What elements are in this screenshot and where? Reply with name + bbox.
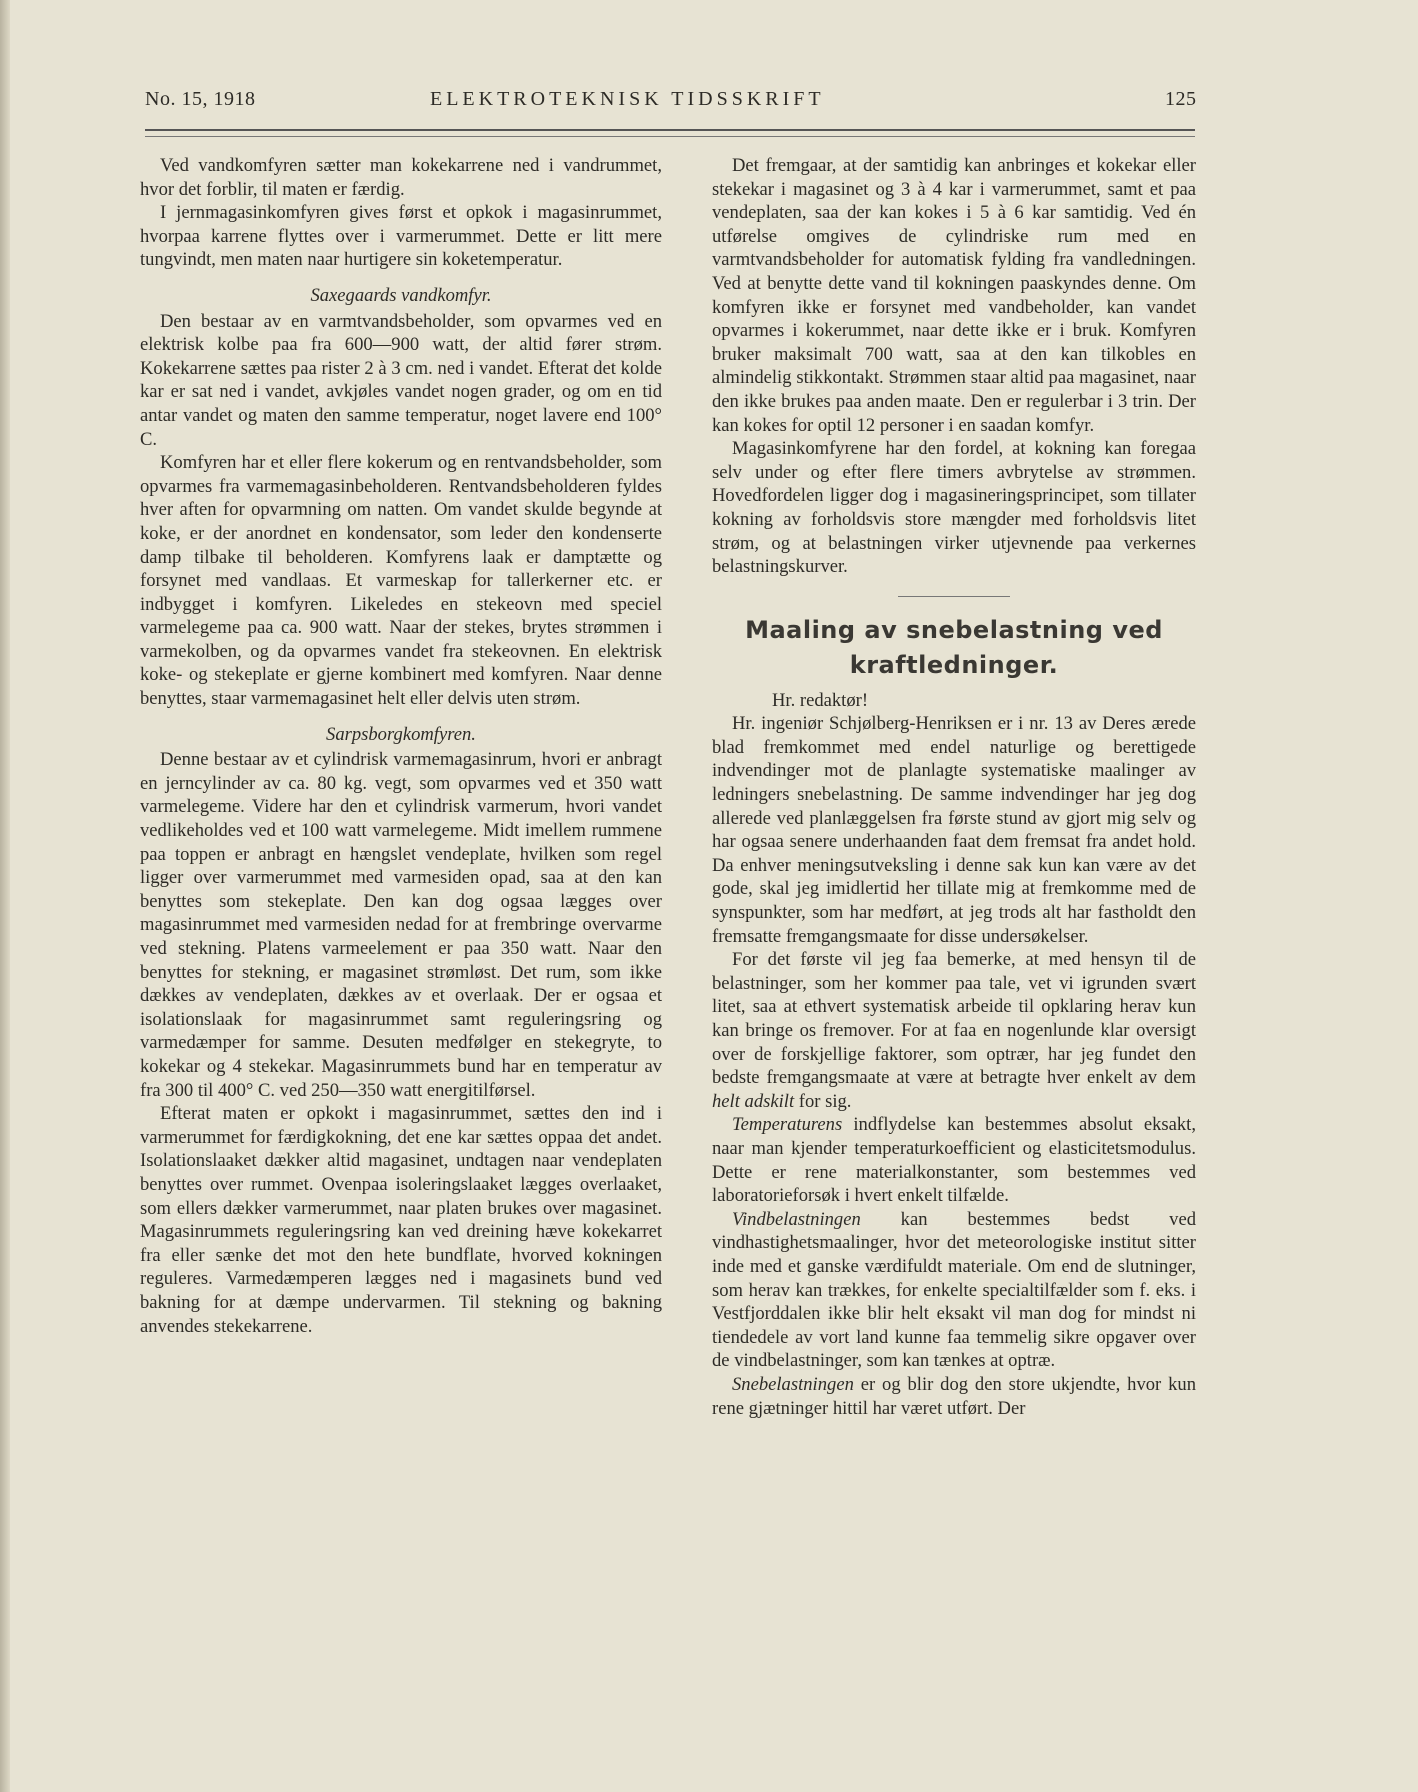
salutation: Hr. redaktør!	[772, 689, 869, 711]
paragraph	[712, 1373, 1196, 1420]
text: For det første vil jeg faa bemerke, at med hensyn til de belastninger, som her kommer paa tale, vet vi igrunden svært litet, saa at ethvert systematisk arbeide til opklaring herav kun kan bringe os fremover. For at faa en nogenlunde klar oversigt over de forskjellige faktorer, som optrær, har jeg fundet den bedste fremgangsmaate at være at betragte hver enkelt av dem	[712, 949, 1196, 1089]
paragraph: Ved vandkomfyren sætter man kokekarrene ned i vandrummet, hvor det forblir, til maten er færdig.	[140, 155, 662, 200]
emphasis: Snebelastningen	[732, 1373, 854, 1395]
text: kan bestemmes bedst ved vindhastighetsmaalinger, hvor det meteorologiske institut sitter inde med et ganske værdifuldt materiale. Om end de slutninger, som herav kan trækkes, for enkelte specialtilfælder som f. eks. i Vestfjorddalen ikke blir helt eksakt vil man dog for mindst ni tiendedele av vort land kunne faa temmelig sikre opgaver over de vindbelastninger, som kan tænkes at optræ.	[712, 1208, 1196, 1372]
emphasis: Vindbelastningen	[732, 1208, 861, 1230]
paragraph: Den bestaar av en varmtvandsbeholder, som opvarmes ved en elektrisk kolbe paa fra 600—900 watt, der altid fører strøm. Kokekarrene sættes paa rister 2 à 3 cm. ned i vandet. Efterat det kolde kar er sat ned i vandet, avkjøles vandet nogen grader, og om en tid antar vandet og maten den samme temperatur, noget lavere end 100° C.	[140, 310, 662, 450]
journal-title: ELEKTROTEKNISK TIDSSKRIFT	[430, 88, 825, 110]
subheading: Sarpsborgkomfyren.	[326, 723, 476, 745]
subheading: Saxegaards vandkomfyr.	[310, 284, 492, 306]
text: indflydelse kan bestemmes absolut eksakt, naar man kjender temperaturkoefficient og elasticitetsmodulus. Dette er rene materialkonstanter, som bestemmes ved laboratorieforsøk i hvert enkelt tilfælde.	[712, 1114, 1196, 1207]
page-edge	[0, 0, 10, 1792]
emphasis: helt adskilt	[712, 1090, 795, 1112]
paragraph: Komfyren har et eller flere kokerum og en rentvandsbeholder, som opvarmes fra varmemagasinbeholderen. Rentvandsbeholderen fyldes hver aften for opvarmning om natten. Om vandet skulde begynde at koke, er der anordnet en kondensator, som leder den kondenserte damp tilbake til beholderen. Komfyrens laak er damptætte og forsynet med vandlaas. Et varmeskap for tallerkerner etc. er indbygget i komfyren. Likeledes en stekeovn med speciel varmelegeme paa ca. 900 watt. Naar der stekes, brytes strømmen i varmekolben, og da opvarmes vandet fra stekeovnen. En elektrisk koke- og stekeplate er gjerne kombinert med komfyren. Naar denne benyttes, staar varmemagasinet helt eller delvis uten strøm.	[140, 452, 662, 710]
paragraph: Hr. ingeniør Schjølberg-Henriksen er i nr. 13 av Deres ærede blad fremkommet med endel naturlige og berettigede indvendinger mot de planlagte systematiske maalinger av ledningers snebelastning. De samme indvendinger har jeg dog allerede ved planlæggelsen fra første stund av gjort mig selv og har ogsaa senere underhaanden faat dem fremsat fra andet hold. Da enhver meningsutveksling i denne sak kun kan være av det gode, skal jeg imidlertid her tillate mig at fremkomme med de synspunkter, som har medført, at jeg trods alt har fastholdt den fremsatte fremgangsmaate for disse undersøkelser.	[712, 713, 1196, 947]
emphasis: Temperaturens	[732, 1114, 843, 1136]
article-title: Maaling av snebelastning ved kraftledninger.	[745, 615, 1163, 679]
paragraph	[712, 948, 1196, 1113]
right-column	[712, 154, 1196, 1420]
text: er og blir dog den store ukjendte, hvor kun rene gjætninger hittil har været utført. Der	[712, 1373, 1196, 1419]
paragraph	[712, 1113, 1196, 1207]
paragraph: Det fremgaar, at der samtidig kan anbringes et kokekar eller stekekar i magasinet og 3 à 4 kar i varmerummet, samt et paa vendeplaten, saa der kan kokes i 5 à 6 kar samtidig. Ved én utførelse omgives de cylindriske rum med en varmtvandsbeholder for automatisk fylding fra vandledningen. Ved at benytte dette vand til kokningen paaskyndes denne. Om komfyren ikke er forsynet med vandbeholder, kan vandet opvarmes i kokerummet, naar dette ikke er i bruk. Komfyren bruker maksimalt 700 watt, saa at den kan tilkobles en almindelig stikkontakt. Strømmen staar altid paa magasinet, naar den ikke brukes paa anden maate. Den er regulerbar i 3 trin. Der kan kokes for optil 12 personer i en saadan komfyr.	[712, 155, 1196, 436]
text: for sig.	[794, 1090, 852, 1112]
paragraph	[712, 1208, 1196, 1373]
section-divider	[898, 596, 1010, 597]
header-rule	[145, 129, 1195, 137]
paragraph: I jernmagasinkomfyren gives først et opkok i magasinrummet, hvorpaa karrene flyttes over i varmerummet. Dette er litt mere tungvindt, men maten naar hurtigere sin koketemperatur.	[140, 202, 662, 271]
paragraph: Denne bestaar av et cylindrisk varmemagasinrum, hvori er anbragt en jerncylinder av ca. 80 kg. vegt, som opvarmes ved et 350 watt varmelegeme. Videre har den et cylindrisk varmerum, hvori vandet vedlikeholdes ved et 100 watt varmelegeme. Midt imellem rummene paa toppen er anbragt en hængslet vendeplate, hvilken som regel ligger over varmerummet med varmesiden opad, saa at den kan benyttes som stekeplate. Den kan dog ogsaa lægges over magasinrummet med varmesiden nedad for at frembringe overvarme ved stekning. Platens varmeelement er paa 350 watt. Naar den benyttes for stekning, er magasinet strømløst. Det rum, som ikke dækkes av vendeplaten, dækkes av et overlaak. Der er ogsaa et isolationslaak for magasinrummet samt reguleringsring og varmedæmper for samme. Desuten medfølger en stekegryte, to kokekar og 4 stekekar. Magasinrummets bund har en temperatur av fra 300 til 400° C. ved 250—350 watt energitilførsel.	[140, 749, 662, 1101]
left-column	[140, 154, 662, 1338]
paragraph: Efterat maten er opkokt i magasinrummet, sættes den ind i varmerummet for færdigkokning, det ene kar sættes oppaa det andet. Isolationslaaket dækker altid magasinet, undtagen naar vendeplaten benyttes over rummet. Ovenpaa isoleringslaaket lægges overlaaket, som ellers dækker varmerummet, naar platen brukes over magasinet. Magasinrummets reguleringsring kan ved dreining hæve kokekarret fra eller sænke det mot den hete bundflate, hvorved kokningen reguleres. Varmedæmperen lægges ned i magasinets bund ved bakning for at dæmpe undervarmen. Til stekning og bakning anvendes stekekarrene.	[140, 1103, 662, 1337]
paragraph: Magasinkomfyrene har den fordel, at kokning kan foregaa selv under og efter flere timers avbrytelse av strømmen. Hovedfordelen ligger dog i magasineringsprincipet, som tillater kokning av forholdsvis store mængder med forholdsvis litet strøm, og at belastningen virker utjevnende paa verkernes belastningskurver.	[712, 438, 1196, 578]
page-number: 125	[1165, 88, 1197, 110]
issue-number: No. 15, 1918	[145, 88, 256, 110]
